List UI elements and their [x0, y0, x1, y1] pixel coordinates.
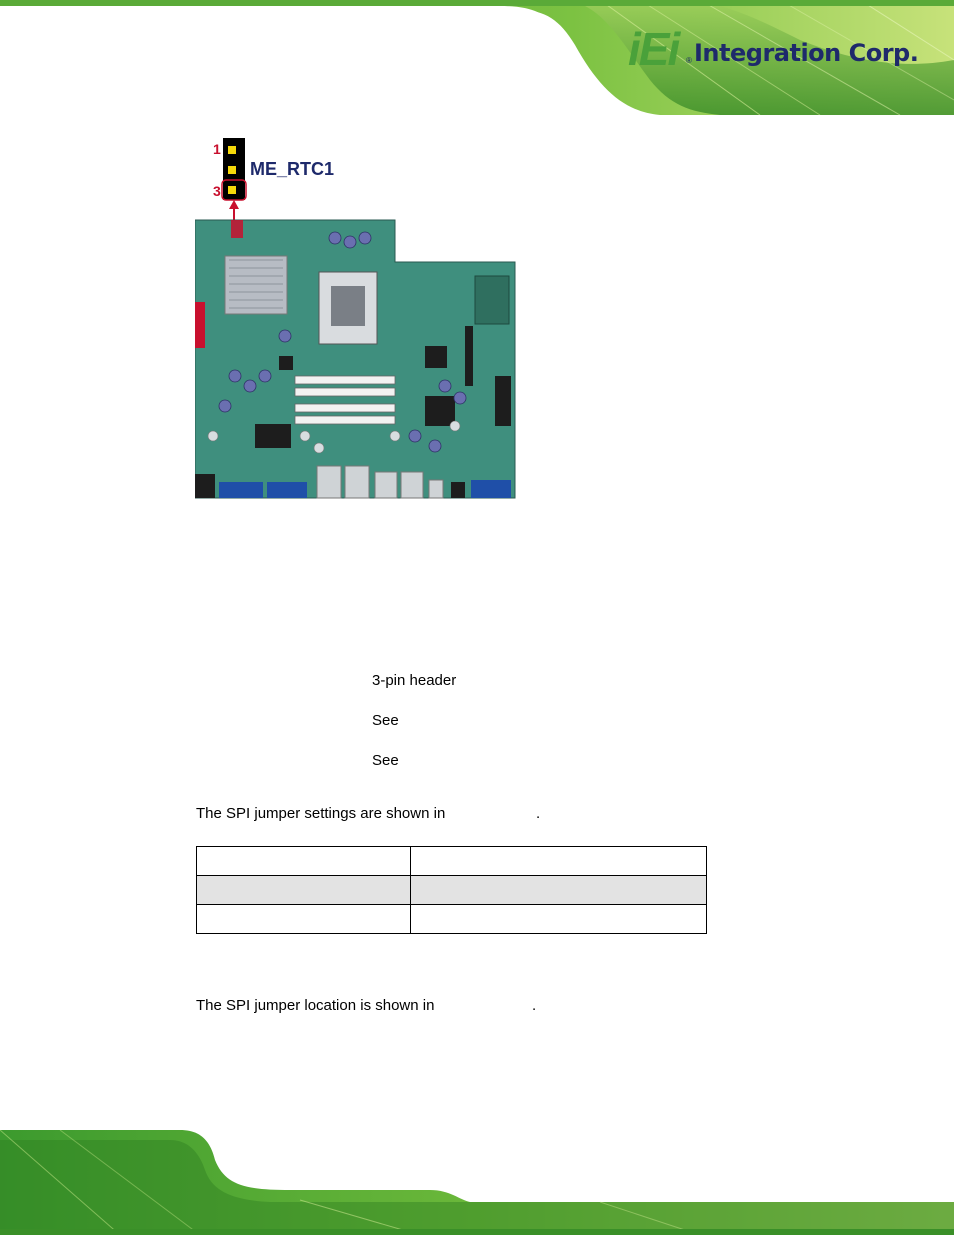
jumper-settings-table: [196, 846, 707, 934]
jumper-location-see-text: See: [372, 752, 399, 769]
table-cell: [197, 905, 411, 934]
jumper-name-label: ME_RTC1: [250, 159, 335, 179]
motherboard-image: [195, 220, 515, 498]
table-row: [197, 876, 707, 905]
location-paragraph-period: .: [532, 997, 537, 1014]
table-cell: [411, 905, 707, 934]
settings-paragraph: [196, 805, 445, 823]
location-paragraph-text: The SPI jumper location is shown in: [196, 997, 435, 1014]
table-cell: [411, 847, 707, 876]
table-row: [197, 847, 707, 876]
footer-banner: [0, 1130, 954, 1235]
company-logo: [628, 24, 928, 74]
jumper-location-figure: [195, 136, 525, 506]
pin-3-label: 3: [213, 183, 221, 199]
jumper-header-graphic: [222, 138, 246, 200]
table-row: [197, 905, 707, 934]
registered-mark: ®: [686, 56, 692, 65]
logo-corp-text: Integration Corp.: [694, 39, 919, 67]
table-cell: [197, 847, 411, 876]
pin-1-label: 1: [213, 141, 221, 157]
settings-paragraph-period: .: [536, 805, 541, 822]
table-cell: [197, 876, 411, 905]
settings-paragraph-text: The SPI jumper settings are shown in: [196, 805, 446, 822]
location-paragraph: [196, 997, 434, 1015]
logo-iei-text: iEi: [628, 23, 679, 75]
jumper-type-value: 3-pin header: [372, 672, 457, 689]
table-cell: [411, 876, 707, 905]
jumper-settings-see-text: See: [372, 712, 399, 729]
